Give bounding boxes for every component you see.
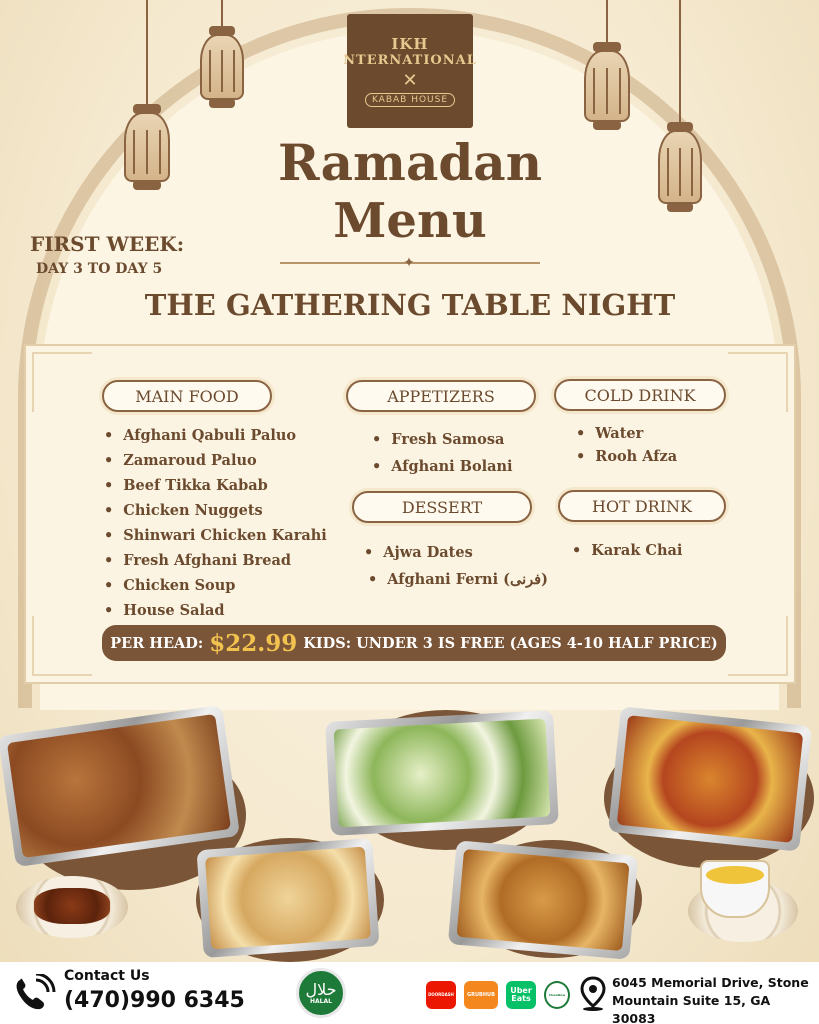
- salad-tray-image: [325, 710, 559, 836]
- fork-knife-icon: ✕: [402, 70, 418, 91]
- dessert-list: [364, 539, 548, 593]
- list-item: • Fresh Afghani Bread: [104, 548, 327, 573]
- logo-text-international: NTERNATIONAL: [343, 53, 477, 68]
- section-heading-dessert: DESSERT: [352, 491, 532, 523]
- grubhub-icon[interactable]: [464, 981, 498, 1009]
- doordash-label: DOORDASH: [428, 992, 454, 997]
- page-title-ramadan: Ramadan: [277, 133, 543, 192]
- corner-ornament: [32, 352, 92, 412]
- phone-number[interactable]: (470)990 6345: [64, 988, 245, 1013]
- samosa-tray-image: [448, 840, 638, 959]
- week-label: FIRST WEEK:: [30, 232, 185, 256]
- tea-cup-image: [700, 860, 770, 918]
- halal-text: HALAL: [310, 997, 332, 1005]
- logo-text-ikh: IKH: [391, 35, 429, 53]
- list-item: • Karak Chai: [572, 538, 682, 563]
- ornament-icon: ✦: [403, 255, 415, 271]
- lantern-icon: [658, 0, 702, 214]
- lantern-icon: [584, 0, 630, 132]
- section-heading-hot-drink: HOT DRINK: [558, 490, 726, 522]
- list-item: • Chicken Nuggets: [104, 498, 327, 523]
- hot-drink-list: [572, 538, 682, 563]
- list-item: • Beef Tikka Kabab: [104, 473, 327, 498]
- list-item: • Afghani Ferni (فرنی): [364, 566, 548, 593]
- list-item: • Rooh Afza: [576, 445, 677, 468]
- chownow-icon[interactable]: [544, 981, 570, 1009]
- appetizers-list: [372, 426, 513, 480]
- list-item: • Zamaroud Paluo: [104, 448, 327, 473]
- page-title-menu: Menu: [333, 193, 487, 249]
- uber-eats-label: Uber Eats: [510, 986, 532, 1003]
- corner-ornament: [32, 616, 92, 676]
- halal-arabic-text: حلال: [305, 979, 337, 999]
- event-title: THE GATHERING TABLE NIGHT: [144, 288, 676, 322]
- main-food-list: [104, 423, 327, 623]
- location-pin-icon: [578, 976, 608, 1012]
- logo-text-kabab-house: KABAB HOUSE: [365, 93, 455, 107]
- list-item: • Water: [576, 422, 677, 445]
- days-label: DAY 3 TO DAY 5: [36, 261, 163, 277]
- list-item: • Afghani Qabuli Paluo: [104, 423, 327, 448]
- uber-eats-icon[interactable]: [506, 981, 536, 1009]
- grubhub-label: GRUBHUB: [467, 992, 495, 998]
- halal-badge-icon: [296, 968, 346, 1018]
- address-line-1: 6045 Memorial Drive, Stone: [612, 975, 809, 990]
- doordash-icon[interactable]: [426, 981, 456, 1009]
- list-item: • Chicken Soup: [104, 573, 327, 598]
- lantern-icon: [200, 0, 244, 112]
- chownow-label: ChowNow: [548, 993, 566, 997]
- bread-tray-image: [196, 838, 379, 958]
- cold-drink-list: [576, 422, 677, 468]
- contact-label: Contact Us: [64, 968, 150, 984]
- phone-icon[interactable]: [12, 974, 60, 1014]
- address: [612, 974, 817, 1024]
- kids-note: KIDS: UNDER 3 IS FREE (AGES 4-10 HALF PRICE): [303, 634, 718, 652]
- food-photo-collage: [0, 700, 819, 962]
- lantern-icon: [124, 0, 170, 194]
- price-value: $22.99: [209, 629, 298, 657]
- corner-ornament: [728, 352, 788, 412]
- address-line-2: Mountain Suite 15, GA 30083: [612, 993, 771, 1024]
- section-heading-appetizers: APPETIZERS: [346, 380, 536, 412]
- section-heading-cold-drink: COLD DRINK: [554, 379, 726, 411]
- price-banner: [102, 625, 726, 661]
- per-head-label: PER HEAD:: [110, 634, 204, 652]
- karahi-tray-image: [608, 706, 812, 851]
- list-item: • Afghani Bolani: [372, 453, 513, 480]
- footer-bar: [0, 962, 819, 1024]
- corner-ornament: [728, 616, 788, 676]
- restaurant-logo: [343, 14, 477, 128]
- dates-plate-image: [16, 876, 128, 938]
- list-item: • House Salad: [104, 598, 327, 623]
- section-heading-main-food: MAIN FOOD: [102, 380, 272, 412]
- list-item: • Fresh Samosa: [372, 426, 513, 453]
- list-item: • Ajwa Dates: [364, 539, 548, 566]
- list-item: • Shinwari Chicken Karahi: [104, 523, 327, 548]
